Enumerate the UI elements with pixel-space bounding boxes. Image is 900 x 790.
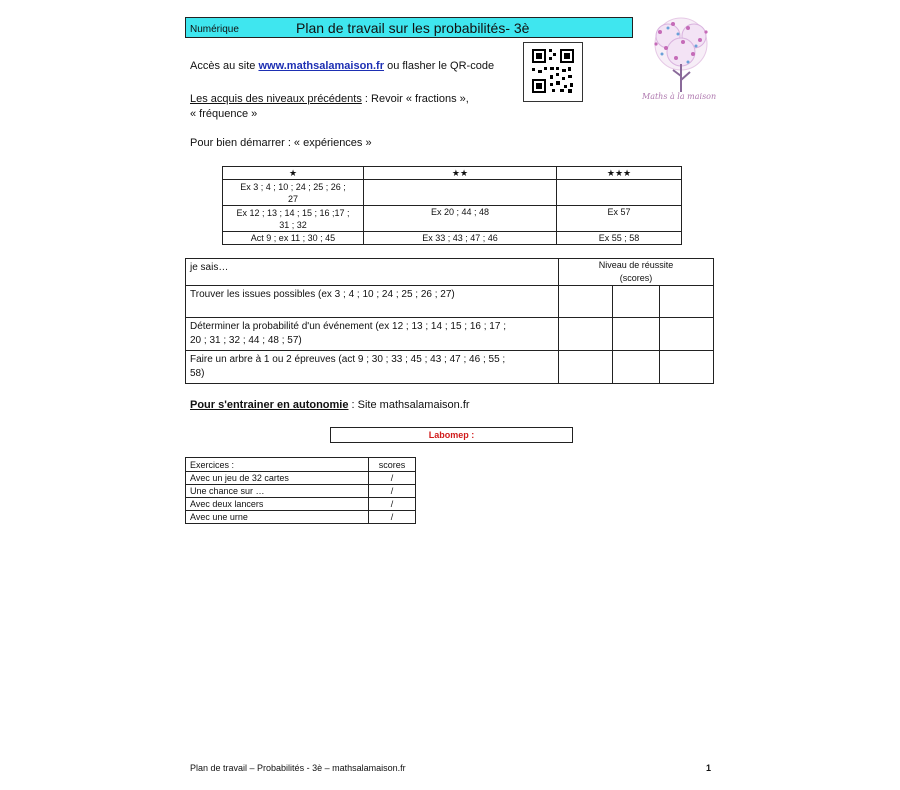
skill-row: Trouver les issues possibles (ex 3 ; 4 ; 10 ; 24 ; 25 ; 26 ; 27) [186,286,559,318]
level-2-header: ★★ [364,167,557,180]
scores-header: Niveau de réussite (scores) [559,259,714,286]
prerequisites-line2: « fréquence » [190,108,258,120]
levels-table [222,166,682,245]
score-cell[interactable] [660,351,714,384]
header-label: Numérique [190,24,239,35]
skill-row: Faire un arbre à 1 ou 2 épreuves (act 9 ; 30 ; 33 ; 45 ; 43 ; 47 ; 46 ; 55 ; 58) [186,351,559,384]
table-cell: Ex 55 ; 58 [557,232,682,245]
qr-code-icon [524,43,582,101]
score-cell[interactable] [612,286,660,318]
scores-header: scores [369,458,416,472]
table-cell [364,180,557,206]
table-cell [557,180,682,206]
table-cell: Ex 12 ; 13 ; 14 ; 15 ; 16 ;17 ; 31 ; 32 [223,206,364,232]
start-line: Pour bien démarrer : « expériences » [190,137,372,149]
table-cell: Act 9 ; ex 11 ; 30 ; 45 [223,232,364,245]
autonomy-heading: Pour s'entrainer en autonomie [190,399,349,411]
labomep-box: Labomep : [330,427,573,443]
logo-text: Maths à la maison [642,92,717,101]
page-title: Plan de travail sur les probabilités- 3è [296,20,530,36]
table-cell: Ex 20 ; 44 ; 48 [364,206,557,232]
prerequisites-heading: Les acquis des niveaux précédents [190,93,362,105]
skill-row: Déterminer la probabilité d'un événement (ex 12 ; 13 ; 14 ; 15 ; 16 ; 17 ; 20 ; 31 ; 32 ; 44 ; 48 ; 57) [186,318,559,351]
prerequisites-line1 [190,93,469,105]
exercises-table [185,457,416,524]
table-cell: Ex 3 ; 4 ; 10 ; 24 ; 25 ; 26 ; 27 [223,180,364,206]
intro-prefix: Accès au site [190,60,259,72]
score-cell[interactable] [559,351,613,384]
autonomy-line [190,399,470,411]
qr-code [523,42,583,102]
exercise-score: / [369,498,416,511]
exercise-name: Avec deux lancers [186,498,369,511]
intro-line [190,60,494,72]
score-cell[interactable] [559,286,613,318]
exercise-name: Avec une urne [186,511,369,524]
exercise-name: Une chance sur … [186,485,369,498]
page-number: 1 [706,763,712,773]
footer-text: Plan de travail – Probabilités - 3è – mathsalamaison.fr [190,763,406,773]
skills-header: je sais… [186,259,559,286]
site-link[interactable]: www.mathsalamaison.fr [258,60,385,72]
table-cell: Ex 57 [557,206,682,232]
header-bar [185,17,633,38]
level-3-header: ★★★ [557,167,682,180]
autonomy-text: : Site mathsalamaison.fr [348,399,470,411]
exercise-score: / [369,485,416,498]
level-1-header: ★ [223,167,364,180]
score-cell[interactable] [660,286,714,318]
table-cell: Ex 33 ; 43 ; 47 ; 46 [364,232,557,245]
score-cell[interactable] [612,351,660,384]
intro-suffix: ou flasher le QR-code [384,60,495,72]
exercise-score: / [369,511,416,524]
exercise-name: Avec un jeu de 32 cartes [186,472,369,485]
logo [638,14,724,106]
exercise-score: / [369,472,416,485]
score-cell[interactable] [559,318,613,351]
exercises-header: Exercices : [186,458,369,472]
prerequisites-text1: : Revoir « fractions », [361,93,469,105]
score-cell[interactable] [660,318,714,351]
skills-table [185,258,714,384]
score-cell[interactable] [612,318,660,351]
